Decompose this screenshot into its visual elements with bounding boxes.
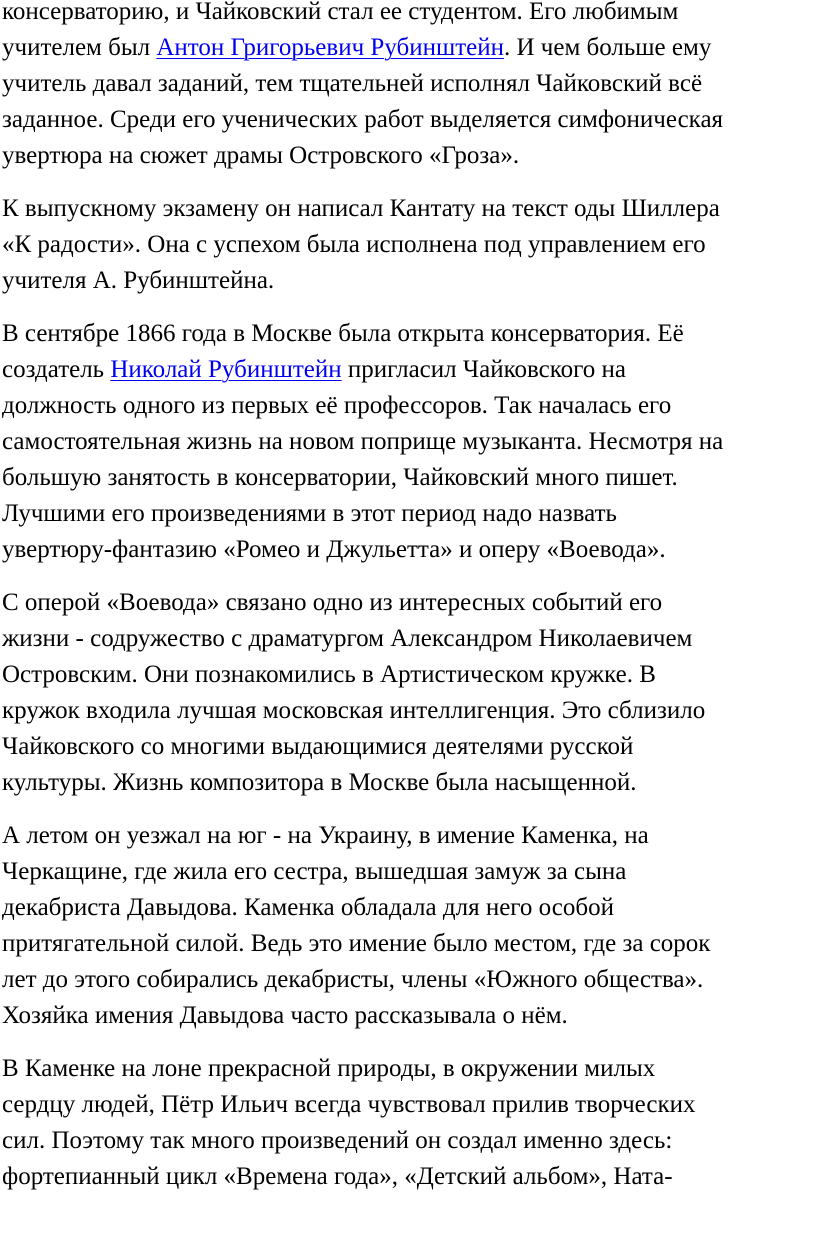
text-segment: сил. Поэтому так много произведений он создал именно здесь: — [2, 1127, 673, 1154]
text-segment: самостоятельная жизнь на новом поприще музыканта. Несмотря на — [2, 428, 724, 455]
document-page — [2, 0, 814, 1212]
text-segment: А летом он уезжал на юг - на Украину, в имение Каменка, на — [2, 822, 649, 849]
text-segment: Чайковского со многими выдающимися деятелями русской — [2, 733, 634, 760]
text-line — [2, 316, 814, 352]
text-line — [2, 890, 814, 926]
text-line — [2, 962, 814, 998]
paragraph-2 — [2, 191, 814, 299]
text-segment: К выпускному экзамену он написал Кантату на текст оды Шиллера — [2, 195, 720, 222]
paragraph-1 — [2, 0, 814, 174]
text-line — [2, 532, 814, 568]
text-line — [2, 0, 814, 30]
text-segment: Черкащине, где жила его сестра, вышедшая замуж за сына — [2, 858, 627, 885]
text-segment: культуры. Жизнь композитора в Москве была насыщенной. — [2, 769, 637, 796]
text-segment: заданное. Среди его ученических работ выделяется симфоническая — [2, 106, 724, 133]
text-line — [2, 765, 814, 801]
text-line — [2, 388, 814, 424]
text-segment: «К радости». Она с успехом была исполнена под управлением его — [2, 231, 706, 258]
paragraph-5 — [2, 818, 814, 1034]
text-segment: увертюра на сюжет драмы Островского «Гроза». — [2, 142, 520, 169]
text-segment: притягательной силой. Ведь это имение было местом, где за сорок — [2, 930, 711, 957]
text-segment: С оперой «Воевода» связано одно из интересных событий его — [2, 589, 663, 616]
text-line — [2, 66, 814, 102]
text-line — [2, 1087, 814, 1123]
text-segment: учителя А. Рубинштейна. — [2, 267, 275, 294]
paragraph-6 — [2, 1051, 814, 1195]
text-segment: создатель — [2, 356, 111, 383]
paragraph-3 — [2, 316, 814, 568]
text-segment: фортепианный цикл «Времена года», «Детский альбом», Ната- — [2, 1163, 673, 1190]
person-link[interactable]: Антон Григорьевич Рубинштейн — [156, 34, 504, 61]
text-line — [2, 693, 814, 729]
text-line — [2, 263, 814, 299]
text-line — [2, 30, 814, 66]
text-line — [2, 102, 814, 138]
person-link[interactable]: Николай Рубинштейн — [110, 356, 342, 383]
text-line — [2, 585, 814, 621]
text-segment: лет до этого собирались декабристы, члены «Южного общества». — [2, 966, 704, 993]
text-segment: В сентябре 1866 года в Москве была открыта консерватория. Её — [2, 320, 684, 347]
text-segment: В Каменке на лоне прекрасной природы, в окружении милых — [2, 1055, 656, 1082]
text-segment: учитель давал заданий, тем тщательней исполнял Чайковский всё — [2, 70, 703, 97]
text-segment: . И чем больше ему — [504, 34, 712, 61]
text-line — [2, 1159, 814, 1195]
text-line — [2, 926, 814, 962]
text-segment: Хозяйка имения Давыдова часто рассказывала о нём. — [2, 1002, 568, 1029]
text-segment: жизни - содружество с драматургом Александром Николаевичем — [2, 625, 693, 652]
text-line — [2, 657, 814, 693]
text-segment: должность одного из первых её профессоров. Так началась его — [2, 392, 672, 419]
text-line — [2, 621, 814, 657]
text-line — [2, 138, 814, 174]
text-line — [2, 460, 814, 496]
text-segment: кружок входила лучшая московская интеллигенция. Это сблизило — [2, 697, 706, 724]
text-segment: декабриста Давыдова. Каменка обладала для него особой — [2, 894, 614, 921]
text-line — [2, 191, 814, 227]
text-line — [2, 352, 814, 388]
paragraph-4 — [2, 585, 814, 801]
text-line — [2, 496, 814, 532]
text-line — [2, 818, 814, 854]
text-line — [2, 729, 814, 765]
text-segment: Островским. Они познакомились в Артистическом кружке. В — [2, 661, 656, 688]
text-segment: увертюру-фантазию «Ромео и Джульетта» и оперу «Воевода». — [2, 536, 666, 563]
text-line — [2, 227, 814, 263]
text-line — [2, 424, 814, 460]
text-line — [2, 998, 814, 1034]
text-segment: сердцу людей, Пётр Ильич всегда чувствовал прилив творческих — [2, 1091, 696, 1118]
text-segment: консерваторию, и Чайковский стал ее студентом. Его любимым — [2, 0, 679, 25]
text-segment: учителем был — [2, 34, 157, 61]
text-line — [2, 854, 814, 890]
text-segment: пригласил Чайковского на — [341, 356, 626, 383]
text-segment: большую занятость в консерватории, Чайковский много пишет. — [2, 464, 678, 491]
text-line — [2, 1051, 814, 1087]
text-line — [2, 1123, 814, 1159]
text-segment: Лучшими его произведениями в этот период надо назвать — [2, 500, 617, 527]
